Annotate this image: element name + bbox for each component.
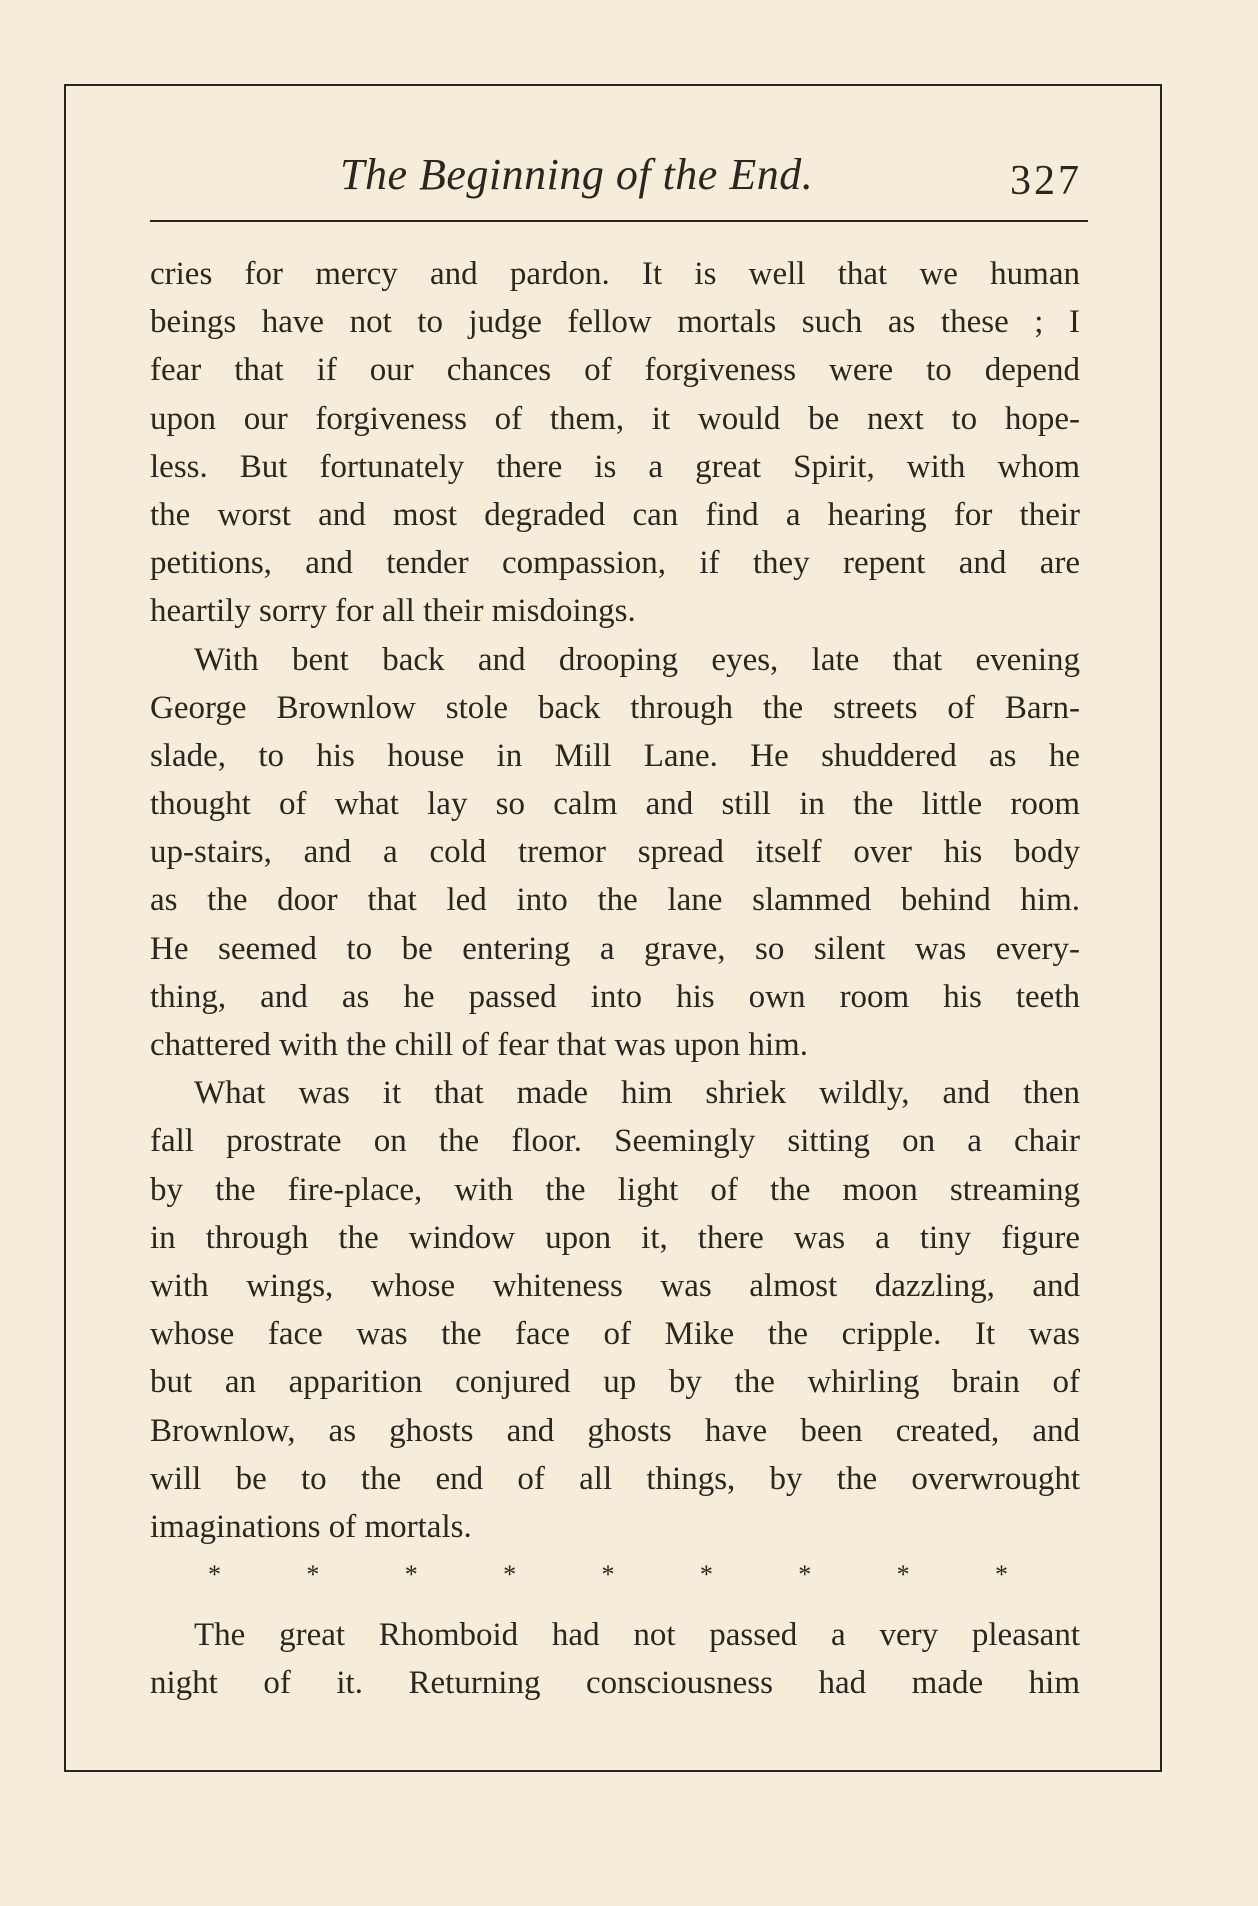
- running-title: The Beginning of the End.: [340, 150, 814, 199]
- text-line: What was it that made him shriek wildly, and then: [194, 1075, 1080, 1112]
- text-line: Brownlow, as ghosts and ghosts have been created, and: [150, 1412, 1080, 1449]
- running-head: [150, 146, 1088, 216]
- page-number: 327: [1010, 158, 1082, 204]
- text-line: The great Rhomboid had not passed a very pleasant: [194, 1617, 1080, 1654]
- text-line: imaginations of mortals.: [150, 1508, 472, 1545]
- continuation-paragraph: [150, 1611, 1080, 1707]
- text-line: up-stairs, and a cold tremor spread itself over his body: [150, 834, 1080, 871]
- text-line: He seemed to be entering a grave, so silent was every-: [150, 930, 1080, 967]
- text-line: as the door that led into the lane slammed behind him.: [150, 882, 1080, 919]
- text-line: less. But fortunately there is a great Spirit, with whom: [150, 448, 1080, 485]
- asterisk: *: [503, 1560, 517, 1590]
- asterisk: *: [601, 1560, 615, 1590]
- asterisk: *: [699, 1560, 713, 1590]
- asterisk: *: [896, 1560, 910, 1590]
- text-line: fall prostrate on the floor. Seemingly sitting on a chair: [150, 1123, 1080, 1160]
- body-text: [150, 250, 1080, 1708]
- text-line: with wings, whose whiteness was almost dazzling, and: [150, 1267, 1080, 1304]
- section-break: [208, 1551, 1008, 1599]
- paragraphs: [150, 250, 1080, 1551]
- text-line: With bent back and drooping eyes, late that evening: [194, 641, 1080, 678]
- text-line: chattered with the chill of fear that was upon him.: [150, 1027, 808, 1063]
- text-line: thought of what lay so calm and still in the little room: [150, 786, 1080, 823]
- text-line: whose face was the face of Mike the cripple. It was: [150, 1316, 1080, 1353]
- text-line: George Brownlow stole back through the streets of Barn-: [150, 689, 1080, 726]
- text-line: cries for mercy and pardon. It is well that we human: [150, 256, 1080, 292]
- text-line: but an apparition conjured up by the whirling brain of: [150, 1364, 1080, 1401]
- text-line: night of it. Returning consciousness had made him: [150, 1665, 1080, 1702]
- text-line: petitions, and tender compassion, if they repent and are: [150, 545, 1080, 582]
- text-line: by the fire-place, with the light of the moon streaming: [150, 1171, 1080, 1208]
- asterisk: *: [306, 1560, 320, 1590]
- text-line: beings have not to judge fellow mortals such as these ; I: [150, 304, 1080, 341]
- text-line: heartily sorry for all their misdoings.: [150, 593, 636, 630]
- text-line: slade, to his house in Mill Lane. He shuddered as he: [150, 737, 1080, 774]
- asterisk: *: [798, 1560, 812, 1590]
- text-line: fear that if our chances of forgiveness were to depend: [150, 352, 1080, 389]
- text-line: thing, and as he passed into his own room his teeth: [150, 978, 1080, 1015]
- header-rule: [150, 220, 1088, 222]
- text-line: in through the window upon it, there was a tiny figure: [150, 1219, 1080, 1256]
- text-line: upon our forgiveness of them, it would be next to hope-: [150, 400, 1080, 437]
- asterisk: *: [995, 1560, 1008, 1590]
- asterisk: *: [208, 1560, 221, 1590]
- section-break-gap: [150, 1599, 1080, 1611]
- asterisk: *: [404, 1560, 418, 1590]
- text-line: the worst and most degraded can find a hearing for their: [150, 496, 1080, 533]
- text-line: will be to the end of all things, by the overwrought: [150, 1460, 1080, 1497]
